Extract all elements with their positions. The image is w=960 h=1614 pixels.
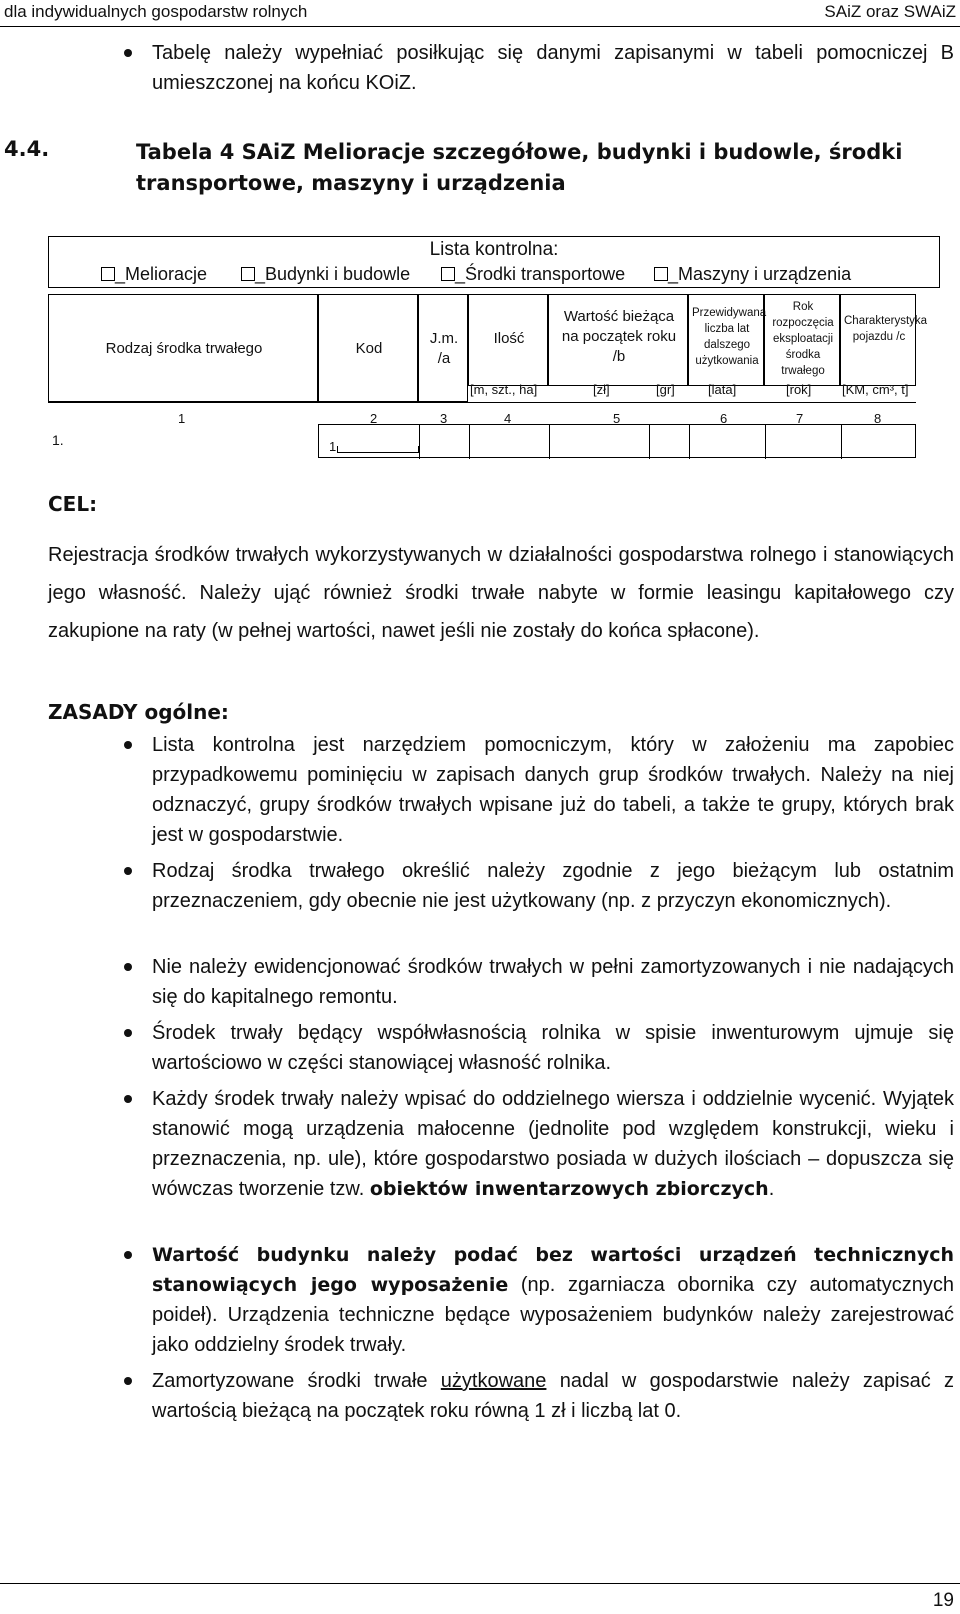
colnum: 5: [613, 411, 621, 426]
colnum: 2: [370, 411, 378, 426]
colnum: 1: [178, 411, 186, 426]
divider: [841, 425, 842, 459]
col-ilosc-label: Ilość: [493, 330, 525, 347]
colnum: 4: [504, 411, 512, 426]
data-row[interactable]: [318, 424, 916, 458]
checkbox-icon[interactable]: [654, 267, 668, 281]
col-rok-label: Rok rozpoczęcia eksploatacji środka trwałego: [772, 301, 834, 377]
section-number: 4.4.: [4, 137, 50, 161]
unit-lata: [lata]: [708, 382, 737, 397]
divider: [48, 402, 916, 403]
checklist-title: Lista kontrolna:: [429, 239, 559, 260]
divider: [419, 425, 420, 459]
unit-zl: [zł]: [593, 382, 610, 397]
code-prefix: 1: [329, 439, 337, 454]
col-jm: [418, 294, 468, 402]
zasady-heading: ZASADY ogólne:: [48, 700, 229, 724]
divider: [469, 425, 470, 459]
cel-heading: CEL:: [48, 492, 98, 516]
col-rodzaj-label: Rodzaj środka trwałego: [105, 340, 263, 357]
col-przewidywana-label: Przewidywana liczba lat dalszego użytkowania: [692, 307, 767, 367]
colnum: 3: [440, 411, 448, 426]
cel-text: Rejestracja środków trwałych wykorzystywanych w działalności gospodarstwa rolnego i stanowiących jego własność. Należy ująć również środki trwałe nabyte w formie leasingu kapitałowego czy zakupione na raty (w pełnej wartości, nawet jeśli nie zostały do końca spłacone).: [48, 544, 954, 642]
zasady-bullet-1: Lista kontrolna jest narzędziem pomocniczym, który w założeniu ma zapobiec przypadkowemu pominięciu w zapisach danych grup środków trwałych. Należy na niej odznaczyć, grupy środków trwałych wpisane już do tabeli, a także te grupy, których brak jest w gospodarstwie.: [152, 730, 954, 850]
zasady-bullet-6: Wartość budynku należy podać bez wartości urządzeń technicznych stanowiących jego wyposażenie (np. zgarniacza obornika czy automatycznych poideł). Urządzenia techniczne będące wyposażeniem budynków należy zarejestrować jako oddzielny środek trwały.: [152, 1240, 954, 1360]
col-kod-label: Kod: [355, 340, 383, 357]
row-number: 1.: [52, 432, 64, 448]
checklist-option-melioracje[interactable]: _Melioracje: [101, 264, 207, 285]
zasady-bullet-5: Każdy środek trwały należy wpisać do oddzielnego wiersza i oddzielnie wycenić. Wyjątek stanowić mogą urządzenia małocenne (jednolite pod względem konstrukcji, wieku i przeznaczenia, np. ule), które gospodarstwo posiada w dużych ilościach – dopuszcza się wówczas tworzenie tzw. obiektów inwentarzowych zbiorczych.: [152, 1084, 954, 1204]
form-table: [48, 236, 940, 470]
divider: [649, 425, 650, 459]
col-charakterystyka-label: Charakterystyka pojazdu /c: [844, 315, 928, 343]
checklist-option-srodki[interactable]: _Środki transportowe: [441, 264, 625, 285]
code-boxes[interactable]: [337, 446, 419, 453]
zasady-bullet-3: Nie należy ewidencjonować środków trwałych w pełni zamortyzowanych i nie nadających się do kapitalnego remontu.: [152, 952, 954, 1012]
unit-ilosc: [m, szt., ha]: [470, 382, 538, 397]
col-ilosc: [468, 294, 548, 386]
divider: [689, 425, 690, 459]
unit-charakterystyka: [KM, cm³, t]: [842, 382, 909, 397]
col-przewidywana: [688, 294, 767, 386]
colnum: 6: [720, 411, 728, 426]
zasady-bullet-4: Środek trwały będący współwłasnością rolnika w spisie inwenturowym ujmuje się wartościowo w części stanowiącej własność rolnika.: [152, 1018, 954, 1078]
col-wartosc: [548, 294, 688, 386]
checklist-box: [48, 236, 940, 288]
divider: [765, 425, 766, 459]
divider: [549, 425, 550, 459]
page-number: 19: [932, 1590, 954, 1611]
col-kod: [318, 294, 418, 402]
col-wartosc-label: Wartość bieżąca na początek roku /b: [561, 308, 677, 365]
running-header: [0, 0, 960, 27]
checklist-option-maszyny[interactable]: _Maszyny i urządzenia: [654, 264, 851, 285]
colnum: 7: [796, 411, 804, 426]
page-footer: [0, 1583, 960, 1614]
intro-bullet: Tabelę należy wypełniać posiłkując się danymi zapisanymi w tabeli pomocniczej B umieszczonej na końcu KOiZ.: [152, 38, 954, 98]
checkbox-icon[interactable]: [241, 267, 255, 281]
header-left: dla indywidualnych gospodarstw rolnych: [4, 2, 308, 21]
zasady-bullet-2: Rodzaj środka trwałego określić należy zgodnie z jego bieżącym lub ostatnim przeznaczeniem, gdy obecnie nie jest użytkowany (np. z przyczyn ekonomicznych).: [152, 856, 954, 916]
unit-rok: [rok]: [786, 382, 812, 397]
checklist-option-budynki[interactable]: _Budynki i budowle: [241, 264, 410, 285]
col-charakterystyka: [840, 294, 928, 386]
section-title: Tabela 4 SAiZ Melioracje szczegółowe, budynki i budowle, środki transportowe, maszyny i urządzenia: [136, 140, 903, 195]
header-right: SAiZ oraz SWAiZ: [824, 2, 956, 21]
checkbox-icon[interactable]: [101, 267, 115, 281]
col-rok: [764, 294, 840, 386]
unit-gr: [gr]: [656, 382, 675, 397]
col-jm-label: J.m. /a: [429, 330, 459, 367]
col-rodzaj: [48, 294, 318, 402]
colnum: 8: [874, 411, 882, 426]
checkbox-icon[interactable]: [441, 267, 455, 281]
zasady-bullet-7: Zamortyzowane środki trwałe użytkowane nadal w gospodarstwie należy zapisać z wartością bieżącą na początek roku równą 1 zł i liczbą lat 0.: [152, 1366, 954, 1426]
